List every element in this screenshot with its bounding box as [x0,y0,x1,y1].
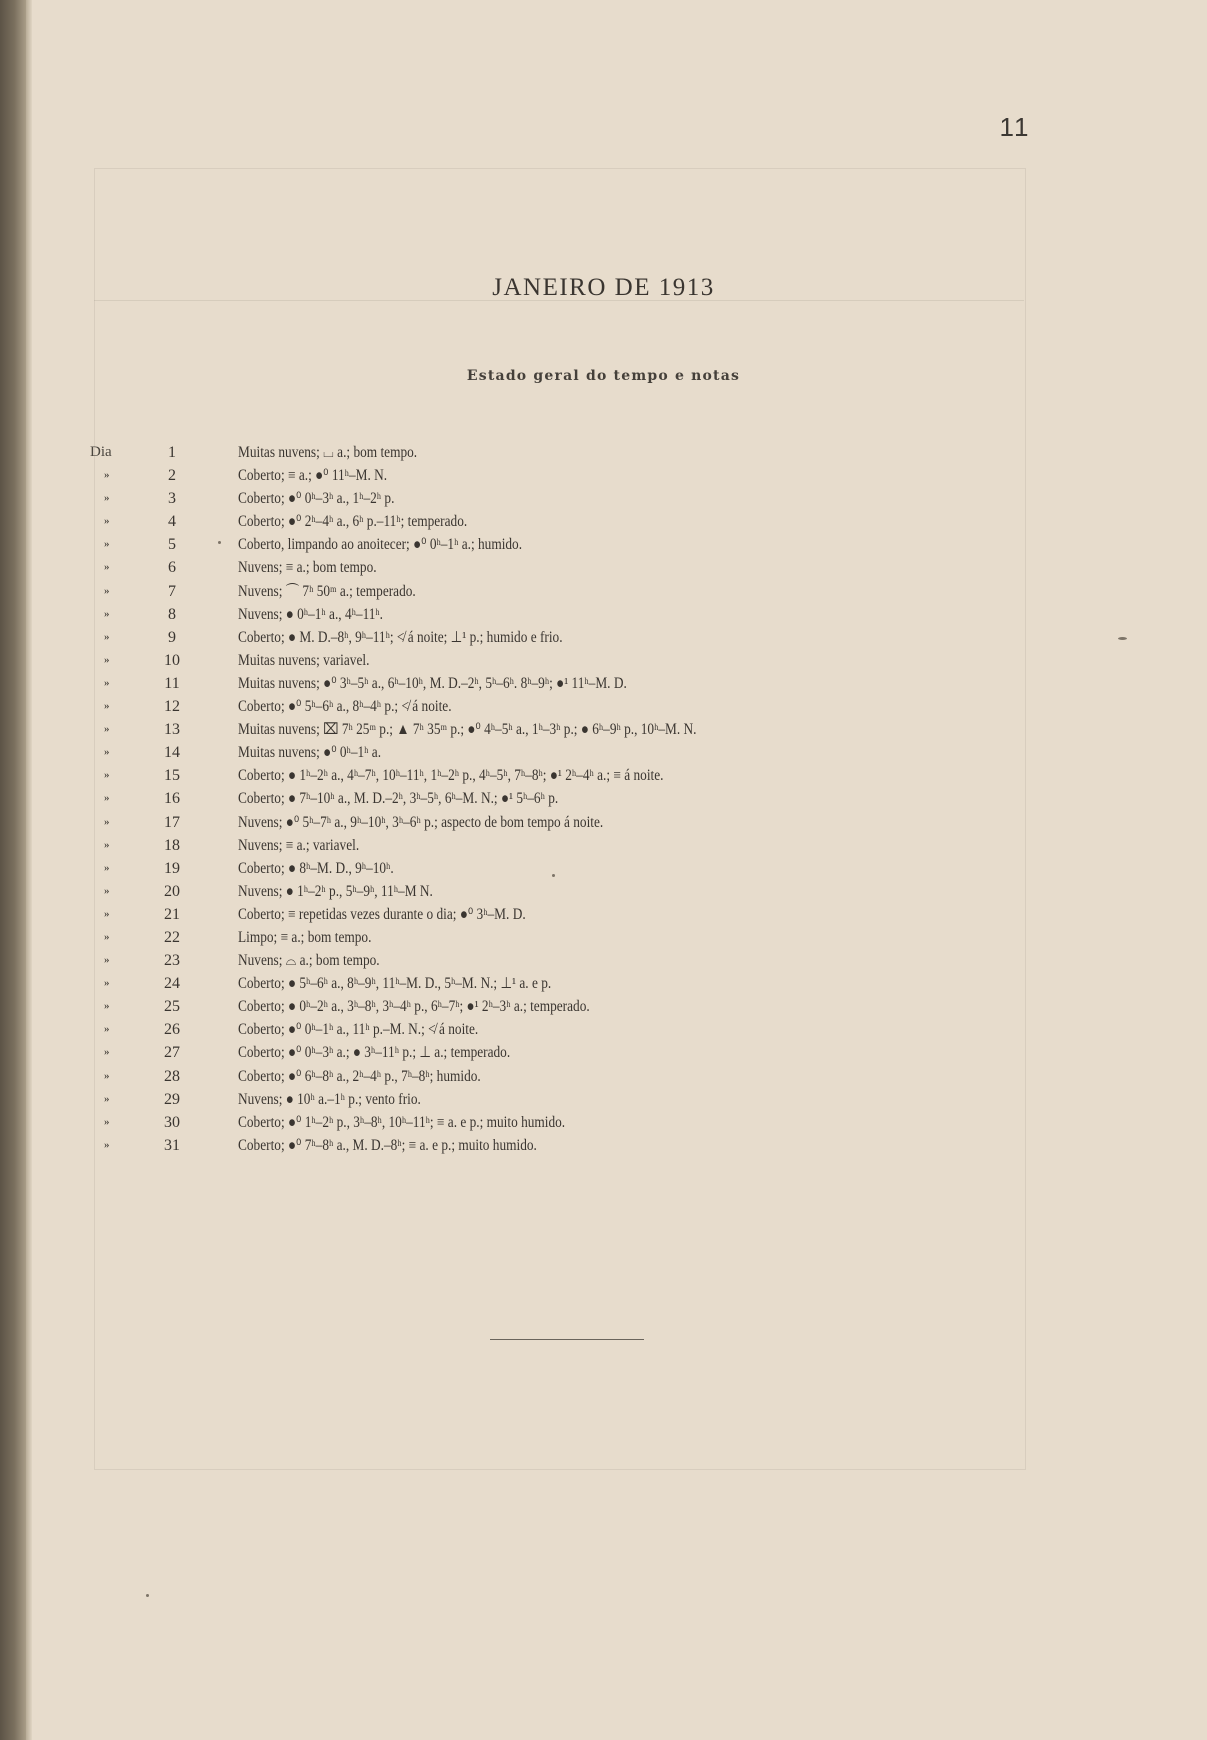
day-entry [0,487,1207,510]
ditto-mark: » [104,492,110,505]
day-entry [0,510,1207,533]
ditto-mark: » [104,584,110,597]
day-entry [0,464,1207,487]
daily-weather-list [0,441,1207,1157]
ditto-mark: » [104,1023,110,1036]
weather-note: Nuvens; ≡ a.; bom tempo. [238,559,377,577]
weather-note: Coberto; ●⁰ 2ʰ–4ʰ a., 6ʰ p.–11ʰ; temperado. [238,513,468,531]
ditto-mark: » [104,884,110,897]
weather-note: Nuvens; ● 10ʰ a.–1ʰ p.; vento frio. [238,1090,421,1108]
weather-note: Limpo; ≡ a.; bom tempo. [238,928,372,946]
weather-note: Coberto; ● 1ʰ–2ʰ a., 4ʰ–7ʰ, 10ʰ–11ʰ, 1ʰ–2ʰ p., 4ʰ–5ʰ, 7ʰ–8ʰ; ●¹ 2ʰ–4ʰ a.; ≡ á noite. [238,767,664,785]
day-number: 30 [164,1113,180,1131]
weather-note: Muitas nuvens; ●⁰ 0ʰ–1ʰ a. [238,744,382,762]
day-entry [0,1018,1207,1041]
closing-rule [490,1339,644,1340]
ditto-mark: » [104,723,110,736]
weather-note: Coberto; ●⁰ 7ʰ–8ʰ a., M. D.–8ʰ; ≡ a. e p.; muito humido. [238,1136,537,1154]
day-entry [0,811,1207,834]
weather-note: Coberto; ●⁰ 5ʰ–6ʰ a., 8ʰ–4ʰ p.; ≮ á noite. [238,698,452,716]
day-entry [0,880,1207,903]
paper-speck [218,541,221,544]
day-number: 24 [164,975,180,993]
day-entry [0,533,1207,556]
weather-note: Nuvens; ● 0ʰ–1ʰ a., 4ʰ–11ʰ. [238,605,384,623]
day-number: 22 [164,928,180,946]
day-entry [0,1065,1207,1088]
day-number: 15 [164,767,180,785]
day-entry [0,718,1207,741]
ditto-mark: » [104,469,110,482]
ditto-mark: » [104,607,110,620]
day-entry [0,1134,1207,1157]
day-number: 20 [164,882,180,900]
day-number: 27 [164,1044,180,1062]
ditto-mark: » [104,1069,110,1082]
paper-speck [146,1594,149,1597]
day-entry [0,603,1207,626]
day-entry [0,1041,1207,1064]
weather-note: Coberto; ● 8ʰ–M. D., 9ʰ–10ʰ. [238,859,394,877]
day-number: 18 [164,836,180,854]
day-number: 25 [164,998,180,1016]
day-entry [0,764,1207,787]
day-number: 13 [164,721,180,739]
day-number: 4 [168,513,176,531]
day-entry [0,857,1207,880]
ditto-mark: » [104,746,110,759]
day-number: 14 [164,744,180,762]
weather-note: Muitas nuvens; ●⁰ 3ʰ–5ʰ a., 6ʰ–10ʰ, M. D.–2ʰ, 5ʰ–6ʰ. 8ʰ–9ʰ; ●¹ 11ʰ–M. D. [238,674,627,692]
day-number: 26 [164,1021,180,1039]
weather-note: Muitas nuvens; ⌴ a.; bom tempo. [238,444,418,461]
day-entry [0,903,1207,926]
day-number: 28 [164,1067,180,1085]
weather-note: Nuvens; ⌓ a.; bom tempo. [238,952,380,970]
day-number: 3 [168,490,176,508]
day-number: 6 [168,559,176,577]
weather-note: Coberto; ●⁰ 6ʰ–8ʰ a., 2ʰ–4ʰ p., 7ʰ–8ʰ; humido. [238,1067,481,1085]
ditto-mark: » [104,769,110,782]
day-number: 1 [168,444,176,461]
day-number: 8 [168,605,176,623]
day-number: 7 [168,582,176,600]
day-number: 29 [164,1090,180,1108]
ditto-mark: » [104,538,110,551]
weather-note: Coberto; ●⁰ 0ʰ–3ʰ a., 1ʰ–2ʰ p. [238,490,395,508]
weather-note: Coberto, limpando ao anoitecer; ●⁰ 0ʰ–1ʰ a.; humido. [238,536,523,554]
day-entry [0,695,1207,718]
ditto-mark: » [104,1000,110,1013]
day-entry [0,926,1207,949]
day-entry [0,580,1207,603]
weather-note: Nuvens; ⌒ 7ʰ 50ᵐ a.; temperado. [238,582,416,600]
day-number: 2 [168,467,176,485]
weather-note: Nuvens; ● 1ʰ–2ʰ p., 5ʰ–9ʰ, 11ʰ–M N. [238,882,433,900]
day-number: 16 [164,790,180,808]
day-entry [0,556,1207,579]
ditto-mark: » [104,515,110,528]
day-entry [0,949,1207,972]
weather-note: Nuvens; ≡ a.; variavel. [238,836,360,854]
day-number: 9 [168,628,176,646]
ditto-mark: » [104,838,110,851]
ditto-mark: » [104,907,110,920]
page-title: JANEIRO DE 1913 [492,274,715,301]
ditto-mark: » [104,861,110,874]
day-entry [0,1111,1207,1134]
ditto-mark: » [104,1046,110,1059]
paper-speck [1118,637,1127,640]
weather-note: Nuvens; ●⁰ 5ʰ–7ʰ a., 9ʰ–10ʰ, 3ʰ–6ʰ p.; aspecto de bom tempo á noite. [238,813,604,831]
day-entry [0,834,1207,857]
day-entry [0,441,1207,464]
weather-note: Coberto; ≡ a.; ●⁰ 11ʰ–M. N. [238,467,388,485]
ditto-mark: » [104,1115,110,1128]
day-entry [0,741,1207,764]
day-number: 11 [164,674,180,692]
weather-note: Coberto; ● M. D.–8ʰ, 9ʰ–11ʰ; ≮ á noite; ⊥¹ p.; humido e frio. [238,628,563,646]
day-number: 17 [164,813,180,831]
day-number: 31 [164,1136,180,1154]
day-number: 21 [164,905,180,923]
ditto-mark: » [104,977,110,990]
ditto-mark: » [104,700,110,713]
day-entry [0,672,1207,695]
ditto-mark: » [104,954,110,967]
weather-note: Coberto; ● 7ʰ–10ʰ a., M. D.–2ʰ, 3ʰ–5ʰ, 6ʰ–M. N.; ●¹ 5ʰ–6ʰ p. [238,790,559,808]
day-entry [0,1088,1207,1111]
ditto-mark: » [104,1092,110,1105]
weather-note: Muitas nuvens; ⌧ 7ʰ 25ᵐ p.; ▲ 7ʰ 35ᵐ p.; ●⁰ 4ʰ–5ʰ a., 1ʰ–3ʰ p.; ● 6ʰ–9ʰ p., 10ʰ–M. N. [238,721,697,739]
day-entry [0,626,1207,649]
weather-note: Muitas nuvens; variavel. [238,651,370,669]
day-number: 12 [164,698,180,716]
day-entry [0,787,1207,810]
page-number: 11 [999,112,1031,142]
weather-note: Coberto; ●⁰ 0ʰ–3ʰ a.; ● 3ʰ–11ʰ p.; ⊥ a.; temperado. [238,1044,511,1062]
ditto-mark: » [104,1138,110,1151]
day-number: 23 [164,952,180,970]
ditto-mark: » [104,792,110,805]
ditto-mark: » [104,930,110,943]
day-number: 5 [168,536,176,554]
weather-note: Coberto; ●⁰ 0ʰ–1ʰ a., 11ʰ p.–M. N.; ≮ á noite. [238,1021,479,1039]
ditto-mark: » [104,653,110,666]
weather-note: Coberto; ≡ repetidas vezes durante o dia; ●⁰ 3ʰ–M. D. [238,905,526,923]
ditto-mark: » [104,676,110,689]
day-entry [0,649,1207,672]
ditto-mark: » [104,815,110,828]
day-entry [0,995,1207,1018]
ditto-mark: » [104,630,110,643]
weather-note: Coberto; ●⁰ 1ʰ–2ʰ p., 3ʰ–8ʰ, 10ʰ–11ʰ; ≡ a. e p.; muito humido. [238,1113,566,1131]
day-entry [0,972,1207,995]
day-number: 10 [164,651,180,669]
ditto-mark: » [104,561,110,574]
day-number: 19 [164,859,180,877]
weather-note: Coberto; ● 5ʰ–6ʰ a., 8ʰ–9ʰ, 11ʰ–M. D., 5ʰ–M. N.; ⊥¹ a. e p. [238,975,552,993]
day-column-header: Dia [90,444,112,460]
weather-note: Coberto; ● 0ʰ–2ʰ a., 3ʰ–8ʰ, 3ʰ–4ʰ p., 6ʰ–7ʰ; ●¹ 2ʰ–3ʰ a.; temperado. [238,998,590,1016]
section-subtitle: Estado geral do tempo e notas [466,368,741,384]
paper-speck [552,874,555,877]
